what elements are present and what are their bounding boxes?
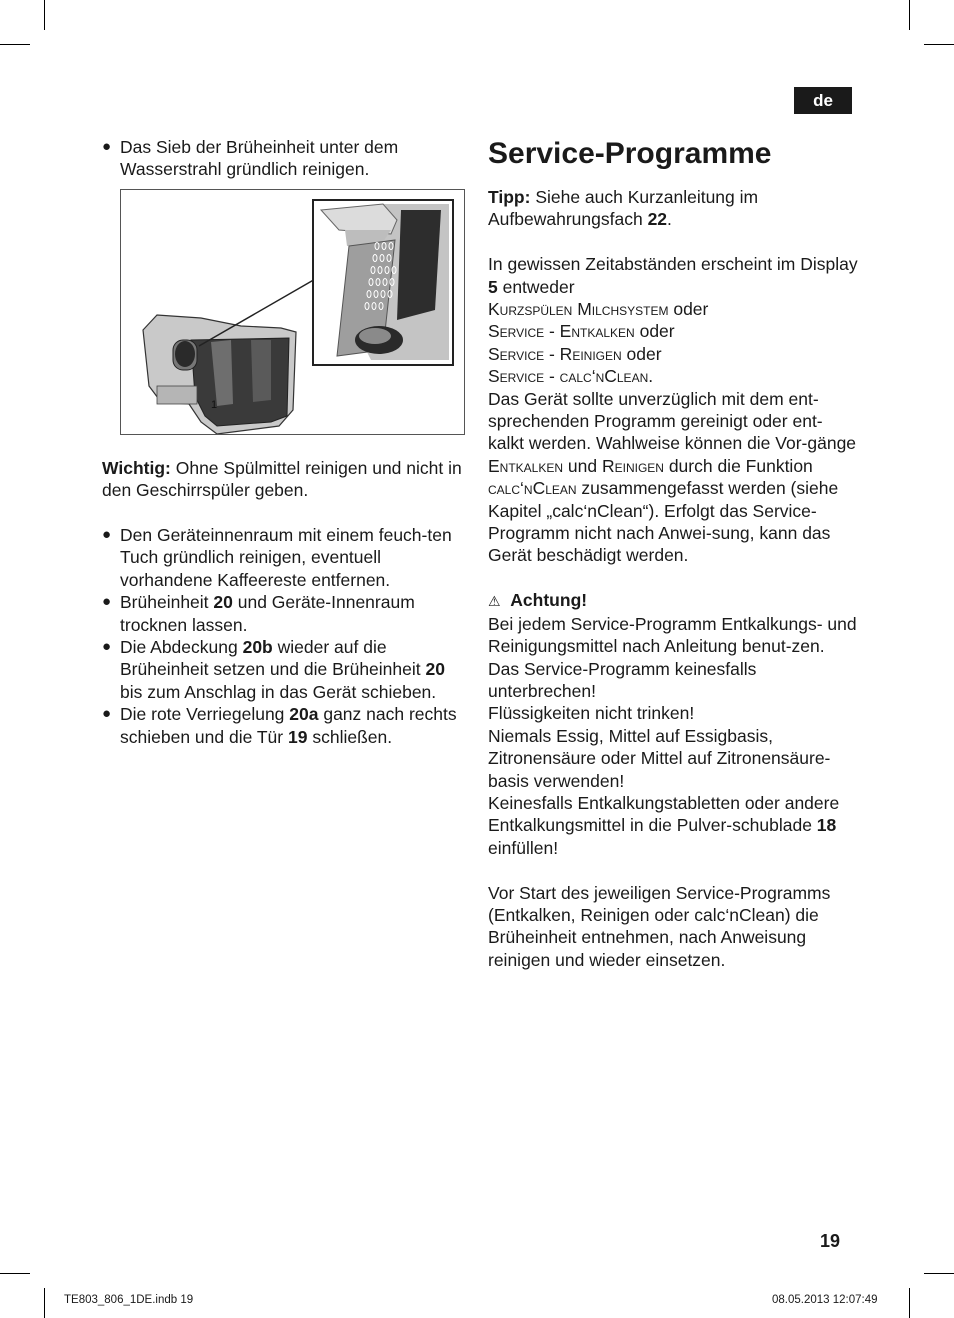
program-suffix: . (648, 366, 654, 387)
crop-mark (924, 44, 954, 45)
warning-line: Bei jedem Service-Programm Entkalkungs- und Reinigungsmittel nach Anleitung benut-zen. Das Service-Programm keinesfalls unterbrechen! (488, 613, 857, 701)
bullet-sieve: ● Das Sieb der Brüheinheit unter dem Wasserstrahl gründlich reinigen. (102, 136, 468, 181)
page-number: 19 (820, 1231, 841, 1251)
crop-mark (44, 1288, 45, 1318)
bullet-text: und Geräte-Innenraum trocknen lassen. (120, 592, 415, 635)
part-number: 19 (288, 726, 308, 747)
brew-unit-illustration (120, 189, 465, 435)
brew-unit-drawing (121, 190, 464, 434)
crop-mark (44, 0, 45, 30)
program-name: calc‘nClean (488, 478, 577, 499)
program-name: Kurzspülen Milchsystem (488, 299, 669, 320)
bullet-text: bis zum Anschlag in das Gerät schieben. (120, 681, 437, 702)
bullet-text: Die Abdeckung (120, 637, 243, 658)
bullet-text: ganz nach rechts schieben und die Tür (120, 704, 457, 747)
closing-paragraph: Vor Start des jeweiligen Service-Programms (Entkalken, Reinigen oder calc‘nClean) die Brüheinheit entnehmen, nach Anweisung reinigen und wieder einsetzen. (488, 882, 831, 970)
program-name: Service - Entkalken (488, 321, 635, 342)
crop-mark (909, 0, 910, 30)
warning-icon: ⚠ (488, 593, 501, 610)
left-column (102, 136, 468, 748)
right-column (488, 136, 858, 971)
warning-line (488, 792, 858, 859)
footer-timestamp: 08.05.2013 12:07:49 (772, 1294, 878, 1306)
program-item (488, 343, 858, 365)
body-text: Das Gerät sollte unverzüglich mit dem ent-sprechenden Programm gereinigt oder ent-kalkt werden. Wahlweise können die Vor-gänge (488, 388, 857, 454)
body-text: durch die Funktion (663, 455, 813, 476)
part-number: 20a (289, 704, 319, 725)
tipp-text: . (667, 209, 672, 230)
list-item (102, 524, 468, 591)
part-number: 20 (425, 659, 445, 680)
bullet-text: Den Geräteinnenraum mit einem feuch-ten Tuch gründlich reinigen, eventuell vorhandene Kaffeereste entfernen. (120, 525, 452, 590)
part-number: 22 (647, 209, 668, 230)
body-paragraph (488, 388, 858, 567)
footer-file-info: TE803_806_1DE.indb 19 (64, 1294, 194, 1306)
body-text: und (563, 455, 602, 476)
crop-mark (924, 1273, 954, 1274)
program-suffix: oder (668, 299, 709, 320)
warning-heading (488, 589, 858, 612)
tipp-text: Siehe auch Kurzanleitung im Aufbewahrungsfach (488, 187, 759, 230)
program-item (488, 365, 858, 387)
crop-mark (0, 1273, 30, 1274)
list-item (102, 591, 468, 636)
body-text: zusammengefasst werden (siehe Kapitel „calc‘nClean“). Erfolgt das Service-Programm nicht nach Anwei-sung, kann das Gerät beschädigt werden. (488, 478, 839, 566)
wichtig-text: Ohne Spülmittel reinigen und nicht in den Geschirrspüler geben. (102, 457, 462, 501)
warning-text: Keinesfalls Entkalkungstabletten oder andere Entkalkungsmittel in die Pulver-schublade (488, 792, 840, 836)
intro-text: entweder (497, 276, 575, 297)
program-name: Service - calc‘nClean (488, 366, 649, 387)
program-suffix: oder (621, 343, 662, 364)
intro-paragraph (488, 253, 858, 298)
warning-text: einfüllen! (488, 837, 559, 858)
language-tab: de (794, 87, 852, 114)
program-name: Entkalken (488, 455, 564, 476)
bullet-text: Die rote Verriegelung (120, 704, 290, 725)
part-number: 20b (242, 637, 273, 658)
wichtig-note (102, 457, 468, 502)
intro-text: In gewissen Zeitabständen erscheint im Display (488, 254, 858, 275)
list-item (102, 636, 468, 703)
wichtig-label: Wichtig: (102, 457, 171, 478)
program-item (488, 320, 858, 342)
tipp-label: Tipp: (488, 187, 531, 207)
tipp-note (488, 186, 858, 231)
program-suffix: oder (634, 321, 675, 342)
bullet-text: schließen. (307, 726, 393, 747)
program-item (488, 298, 858, 320)
page-title: Service-Programme (488, 137, 772, 170)
program-name: Reinigen (601, 455, 664, 476)
part-number: 18 (816, 815, 837, 836)
crop-mark (909, 1288, 910, 1318)
bullet-text: Brüheinheit (120, 592, 214, 613)
part-number: 20 (213, 592, 233, 613)
figure-callout-label: 1 (211, 398, 218, 411)
list-item (102, 703, 468, 748)
warning-label: Achtung! (510, 590, 588, 611)
warning-line: Flüssigkeiten nicht trinken! (488, 703, 695, 724)
program-name: Service - Reinigen (488, 343, 622, 364)
bullet-text: wieder auf die Brüheinheit setzen und die Brüheinheit (120, 637, 426, 680)
warning-line: Niemals Essig, Mittel auf Essigbasis, Zitronensäure oder Mittel auf Zitronensäure-basis verwenden! (488, 725, 831, 791)
crop-mark (0, 44, 30, 45)
part-number: 5 (488, 276, 498, 297)
